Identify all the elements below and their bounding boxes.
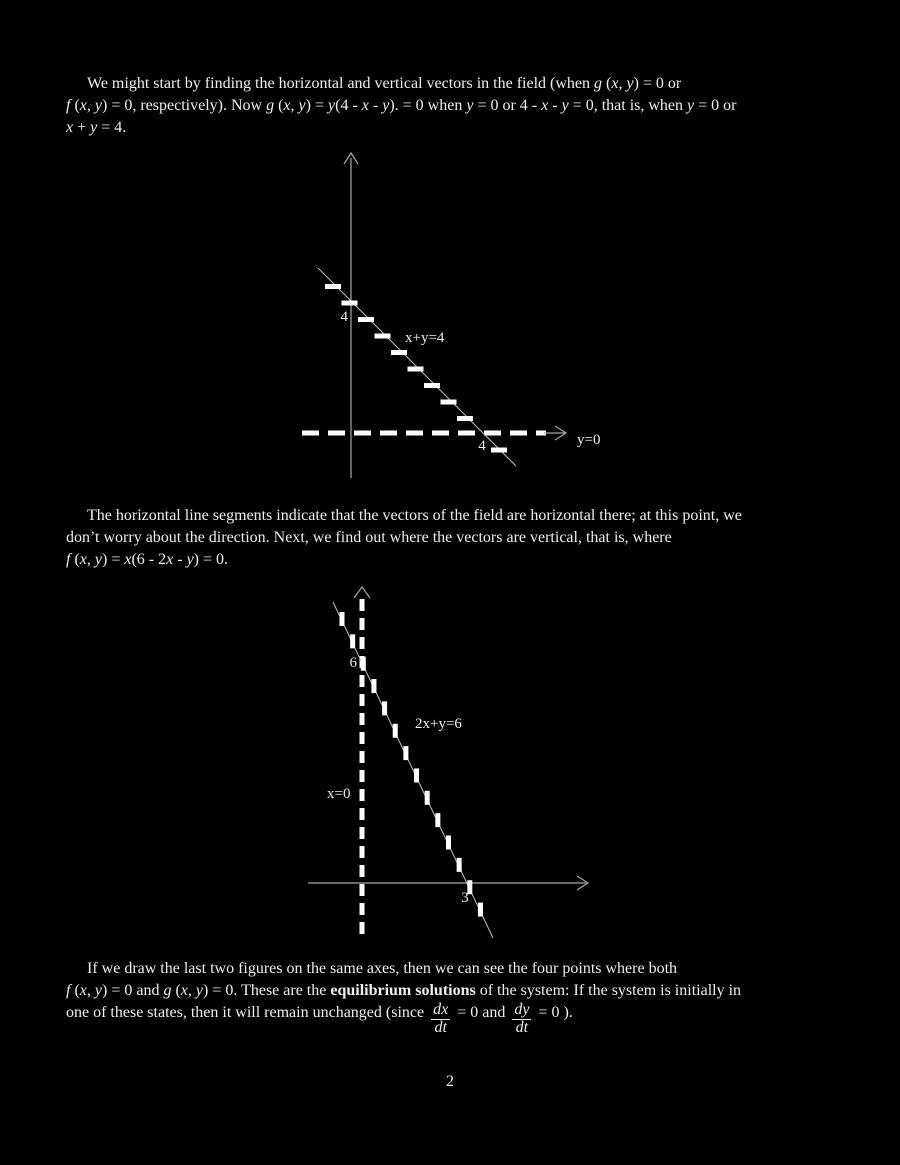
fraction: $\frac{dx}{dt}$ — [433, 1001, 449, 1037]
text-line: f (x, y) = 0 and g (x, y) = 0. These are the equilibrium solutions of the system: If the system is initially in — [66, 982, 742, 999]
axis-equation-label: y=0 — [577, 432, 601, 448]
figure-vertical-vectors — [300, 580, 610, 945]
text-line: We might start by finding the horizontal and vertical vectors in the field (when g (x, y) = 0 or — [87, 75, 682, 92]
line-equation-label: 2x+y=6 — [415, 716, 462, 732]
x-intercept-label: 4 — [478, 438, 486, 454]
page-number: 2 — [446, 1073, 454, 1090]
paragraph-middle — [66, 505, 742, 571]
text-line: f (x, y) = x(6 - 2x - y) = 0. — [66, 551, 229, 568]
y-intercept-label: 4 — [340, 309, 348, 325]
fraction: $\frac{dy}{dt}$ — [514, 1001, 530, 1037]
text-line: don’t worry about the direction. Next, we find out where the vectors are vertical, that is, where — [66, 529, 672, 546]
axis-equation-label: x=0 — [327, 786, 351, 802]
paragraph-equilibrium — [66, 958, 741, 1037]
y-axis-arrow-icon — [354, 587, 370, 598]
x-intercept-label: 3 — [461, 890, 469, 906]
horizontal-vector-ticks — [325, 287, 473, 419]
y-intercept-label: 6 — [349, 655, 357, 671]
text-line: f (x, y) = 0, respectively). Now g (x, y) = y(4 - x - y). = 0 when y = 0 or 4 - x - y = 0, that is, when y = 0 or — [66, 97, 737, 114]
line-equation-label: x+y=4 — [405, 330, 445, 346]
figure-horizontal-vectors — [290, 145, 615, 485]
paragraph-intro — [66, 73, 736, 139]
text-line: x + y = 4. — [66, 119, 127, 136]
text-line: one of these states, then it will remain unchanged (since $\frac{dx}{dt}$ = 0 and $\frac{dy}{dt}$ = 0 ). — [66, 1001, 573, 1037]
text-line: The horizontal line segments indicate that the vectors of the field are horizontal there; at this point, we — [87, 507, 742, 524]
text-line: If we draw the last two figures on the same axes, then we can see the four points where both — [87, 960, 678, 977]
